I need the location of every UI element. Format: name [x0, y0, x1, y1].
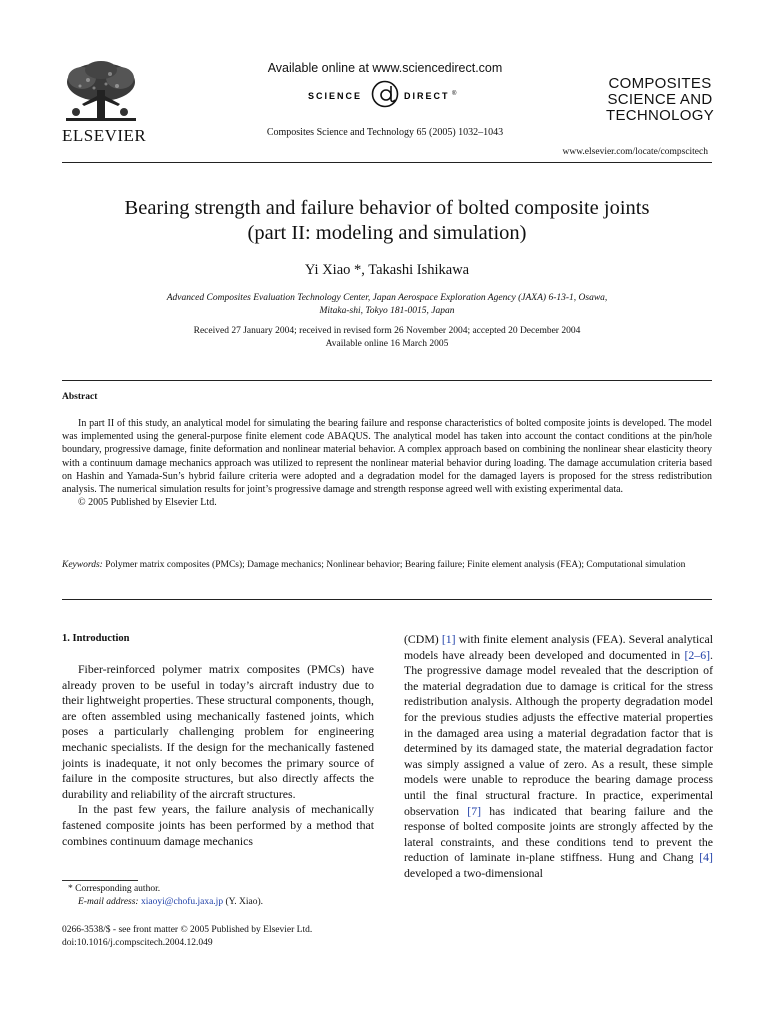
affiliation-line-2: Mitaka-shi, Tokyo 181-0015, Japan — [319, 306, 455, 316]
intro-paragraph-2-continued — [404, 632, 713, 882]
sd-logo-right: DIRECT — [404, 91, 450, 101]
section-heading-introduction: 1. Introduction — [62, 633, 130, 644]
article-history — [90, 325, 684, 351]
journal-citation: Composites Science and Technology 65 (2005) 1032–1043 — [266, 127, 504, 138]
doi-line[interactable]: doi:10.1016/j.compscitech.2004.12.049 — [62, 938, 213, 948]
text-run: (CDM) — [404, 632, 442, 646]
author-affiliation — [90, 292, 684, 318]
affiliation-line-1: Advanced Composites Evaluation Technology Center, Japan Aerospace Exploration Agency (JAXA) 6-13-1, Osawa, — [166, 293, 608, 303]
keywords-text: Polymer matrix composites (PMCs); Damage mechanics; Nonlinear behavior; Bearing failure; Finite element analysis (FEA); Computational simulation — [105, 560, 686, 570]
keywords — [62, 559, 712, 573]
intro-paragraph-2: In the past few years, the failure analysis of mechanically fastened composite joints has been performed by a method that combines continuum damage mechanics — [62, 802, 374, 848]
abstract-heading: Abstract — [62, 392, 98, 402]
reference-link[interactable]: [4] — [699, 850, 713, 865]
abstract-text: In part II of this study, an analytical model for simulating the bearing failure and response characteristics of bolted composite joints is developed. The model was implemented using the general-purpose finite element code ABAQUS. The analytical model has taken into account the contact conditions at the pin/hole boundary, progressive damage, finite deformation and nonlinear material behavior. A complex approach based on combining the nonlinear shear elasticity theory with a continuum damage mechanics approach was utilized to represent the nonlinear material behavior during loading. The damage accumulation criteria based on Hashin and Yamada-Sun’s hybrid failure criteria were adopted and a degradation model for the damaged layers is proposed for the stress redistribution analysis. The numerical simulation results for joint’s progressive damage and strength response agreed well with existing experimental data. — [62, 418, 712, 496]
header-divider — [62, 162, 712, 163]
front-matter-footnote — [62, 924, 374, 950]
reference-link[interactable]: [1] — [441, 632, 456, 646]
front-matter-line: 0266-3538/$ - see front matter © 2005 Published by Elsevier Ltd. — [62, 925, 313, 935]
text-run: . The progressive damage model revealed that the description of the material degradation due to damage is critical for the stress redistribution analysis. Although the property degradation model for the previous studies adjusts the effective material properties in the damaged area using a material degradation factor that is determined by its damaged state, the material degradation factor was simply assigned a value of zero. As a result, these simple models were unable to reproduce the bearing damage process until the final structural fracture. In practice, experimental observation — [404, 647, 713, 818]
publisher-name: ELSEVIER — [62, 126, 147, 145]
journal-name-line-3: TECHNOLOGY — [605, 107, 714, 124]
article-title-line-2: (part II: modeling and simulation) — [247, 222, 527, 244]
abstract-body — [62, 417, 712, 509]
reference-link[interactable]: [7] — [467, 803, 482, 818]
left-column — [62, 662, 374, 849]
corresponding-author-footnote — [62, 883, 374, 909]
reference-link[interactable]: [2–6] — [684, 647, 711, 662]
article-title-line-1: Bearing strength and failure behavior of bolted composite joints — [124, 197, 650, 219]
right-column — [404, 632, 713, 882]
sciencedirect-logo-icon — [300, 78, 470, 110]
email-link[interactable]: xiaoyi@chofu.jaxa.jp — [140, 897, 224, 907]
journal-url-link[interactable]: www.elsevier.com/locate/compscitech — [562, 147, 708, 157]
abstract-top-divider — [62, 380, 712, 381]
journal-name-line-2: SCIENCE AND — [607, 91, 713, 108]
received-dates: Received 27 January 2004; received in revised form 26 November 2004; accepted 20 December 2004 — [193, 326, 581, 336]
text-run: with finite element analysis (FEA). Several analytical models have already been developed and documented in — [404, 632, 713, 662]
journal-name — [590, 76, 730, 124]
email-suffix: (Y. Xiao). — [223, 897, 264, 907]
article-authors: Yi Xiao *, Takashi Ishikawa — [304, 262, 470, 278]
article-title — [62, 196, 712, 246]
email-label: E-mail address: — [78, 897, 141, 907]
sd-logo-registered: ® — [452, 91, 457, 97]
corresponding-author-note: * Corresponding author. — [68, 884, 161, 894]
footnote-divider — [62, 880, 138, 881]
abstract-bottom-divider — [62, 599, 712, 600]
abstract-copyright: © 2005 Published by Elsevier Ltd. — [78, 497, 217, 509]
elsevier-tree-logo-icon — [62, 60, 140, 126]
available-online-text: Available online at www.sciencedirect.com — [267, 61, 503, 75]
keywords-label: Keywords: — [62, 560, 103, 570]
available-online-date: Available online 16 March 2005 — [325, 339, 449, 349]
intro-paragraph-1: Fiber-reinforced polymer matrix composites (PMCs) have already proven to be useful in today’s aircraft industry due to their lightweight properties. These structural components, though, are often assembled using mechanically fastened joints, which poses a particularly challenging problem for engineering mechanic specialists. If the design for the mechanically fastened joints is inadequate, it not only becomes the primary source of failure in the composite structures, but also directly affects the durability and reliability of the aircraft structures. — [62, 662, 374, 801]
journal-name-line-1: COMPOSITES — [608, 75, 712, 92]
text-run: developed a two-dimensional — [404, 865, 543, 880]
sd-logo-left: SCIENCE — [307, 91, 362, 101]
email-line — [62, 896, 374, 909]
text-run: has indicated that bearing failure and the response of bolted composite joints are strongly affected by the lateral constraints, and these conditions tend to prevent the reduction of laminate in-plane stiffness. Hung and Chang — [404, 803, 713, 865]
